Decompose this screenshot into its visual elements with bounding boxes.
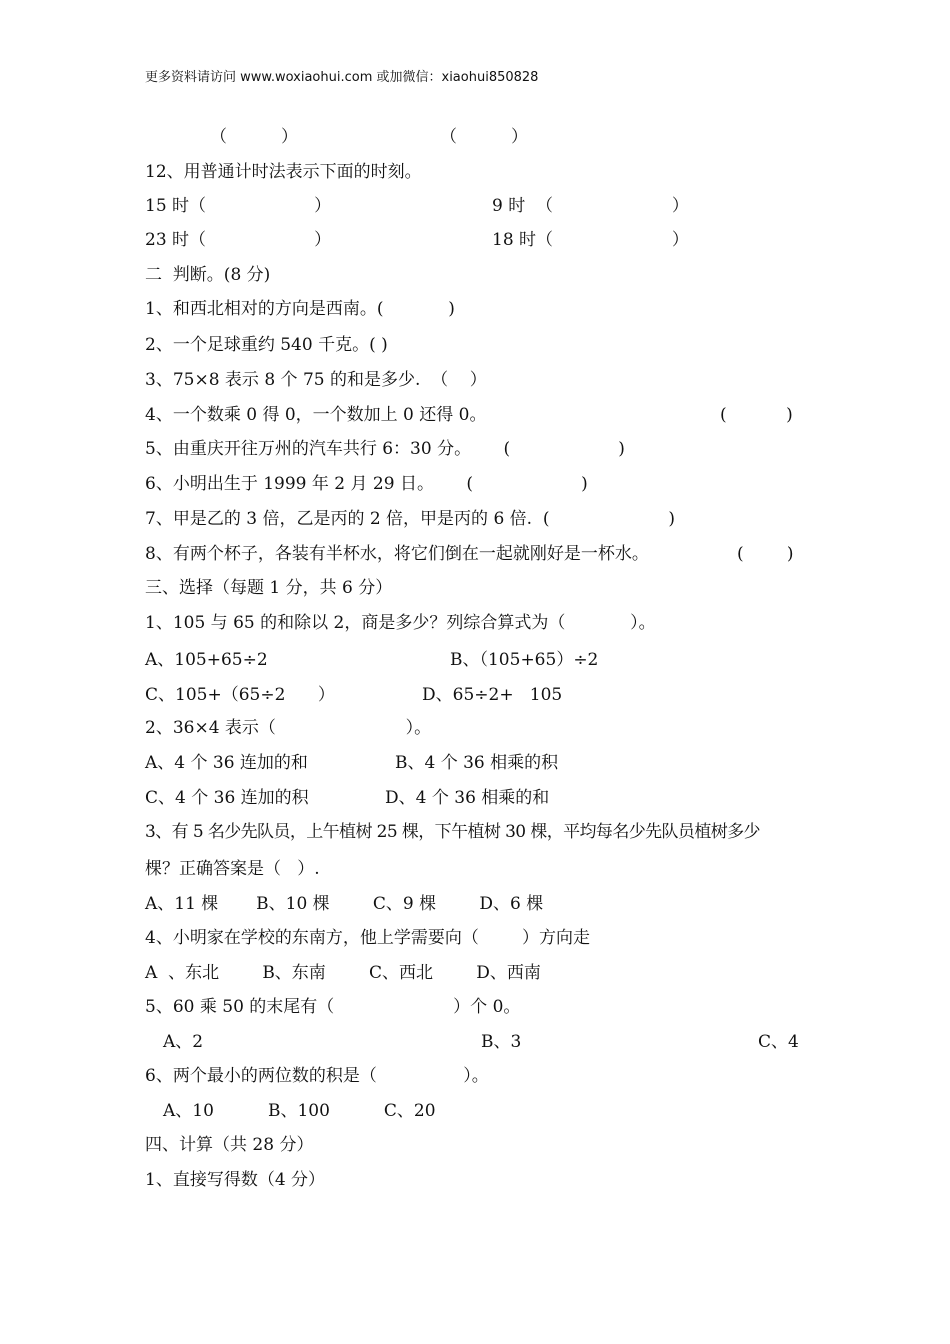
question-12-row2-b: 18 时（ ） bbox=[492, 230, 689, 250]
choice-q5-option-a: A、2 bbox=[163, 1032, 204, 1052]
choice-q2-option-d: D、4 个 36 相乘的和 bbox=[385, 788, 550, 808]
blank-paren-left: （ ） bbox=[210, 127, 299, 147]
judge-item-4-paren: ( ) bbox=[720, 405, 793, 425]
judge-item-2: 2、一个足球重约 540 千克。( ) bbox=[145, 335, 388, 355]
choice-q4-options: A 、东北 B、东南 C、西北 D、西南 bbox=[145, 963, 541, 983]
choice-q2-option-a: A、4 个 36 连加的和 bbox=[145, 753, 308, 773]
calc-sub-1: 1、直接写得数（4 分） bbox=[145, 1170, 326, 1190]
section-calc-title: 四、计算（共 28 分） bbox=[145, 1135, 314, 1155]
choice-q1-option-a: A、105+65÷2 bbox=[145, 650, 268, 670]
choice-q1-option-c: C、105+（65÷2 ） bbox=[145, 685, 335, 705]
choice-q5: 5、60 乘 50 的末尾有（ ）个 0。 bbox=[145, 997, 521, 1017]
judge-item-5: 5、由重庆开往万州的汽车共行 6：30 分。 ( ) bbox=[145, 439, 625, 459]
page-header: 更多资料请访问 www.woxiaohui.com 或加微信：xiaohui850828 bbox=[145, 70, 539, 85]
choice-q5-option-b: B、3 bbox=[481, 1032, 522, 1052]
judge-item-6: 6、小明出生于 1999 年 2 月 29 日。 ( ) bbox=[145, 474, 588, 494]
choice-q6: 6、两个最小的两位数的积是（ ）。 bbox=[145, 1066, 489, 1086]
judge-item-7: 7、甲是乙的 3 倍，乙是丙的 2 倍，甲是丙的 6 倍. ( ) bbox=[145, 509, 676, 529]
choice-q1-option-d: D、65÷2+ 105 bbox=[422, 685, 563, 705]
choice-q2-option-b: B、4 个 36 相乘的积 bbox=[395, 753, 559, 773]
judge-item-1: 1、和西北相对的方向是西南。( ) bbox=[145, 299, 455, 319]
choice-q4: 4、小明家在学校的东南方，他上学需要向（ ）方向走 bbox=[145, 928, 591, 948]
section-choice-title: 三、选择（每题 1 分，共 6 分） bbox=[145, 578, 393, 598]
section-judge-title: 二 判断。(8 分) bbox=[145, 265, 271, 285]
choice-q1: 1、105 与 65 的和除以 2，商是多少？列综合算式为（ ）。 bbox=[145, 613, 656, 633]
judge-item-8: 8、有两个杯子，各装有半杯水，将它们倒在一起就刚好是一杯水。 bbox=[145, 544, 649, 564]
judge-item-8-paren: ( ) bbox=[737, 544, 794, 564]
question-12-row2-a: 23 时（ ） bbox=[145, 230, 332, 250]
question-12-title: 12、用普通计时法表示下面的时刻。 bbox=[145, 162, 422, 182]
choice-q3-options: A、11 棵 B、10 棵 C、9 棵 D、6 棵 bbox=[145, 894, 544, 914]
question-12-row1-b: 9 时 （ ） bbox=[492, 196, 689, 216]
choice-q3-line2: 棵？正确答案是（ ）. bbox=[145, 859, 320, 879]
choice-q1-option-b: B、（105+65）÷2 bbox=[450, 650, 599, 670]
choice-q6-options: A、10 B、100 C、20 bbox=[163, 1101, 436, 1121]
judge-item-4: 4、一个数乘 0 得 0，一个数加上 0 还得 0。 bbox=[145, 405, 487, 425]
choice-q2-option-c: C、4 个 36 连加的积 bbox=[145, 788, 309, 808]
blank-paren-right: （ ） bbox=[440, 127, 529, 147]
question-12-row1-a: 15 时（ ） bbox=[145, 196, 332, 216]
choice-q5-option-c: C、4 bbox=[758, 1032, 799, 1052]
choice-q2: 2、36×4 表示（ ）。 bbox=[145, 718, 432, 738]
judge-item-3: 3、75×8 表示 8 个 75 的和是多少. （ ） bbox=[145, 370, 487, 390]
choice-q3-line1: 3、有 5 名少先队员，上午植树 25 棵，下午植树 30 棵，平均每名少先队员植树多少 bbox=[145, 822, 760, 842]
